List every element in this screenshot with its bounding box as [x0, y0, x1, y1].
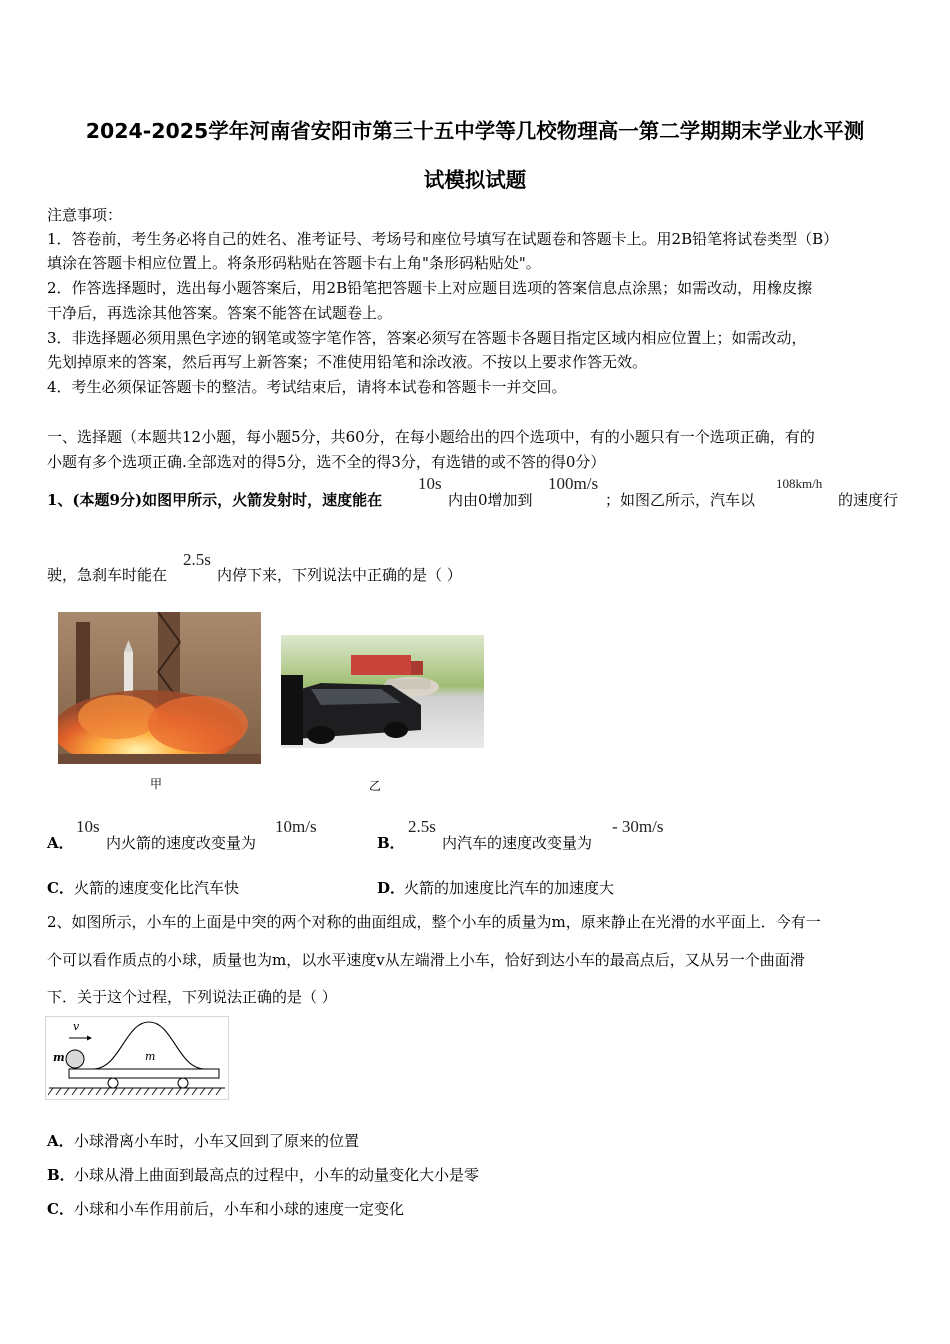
page-title-line-1: 2024-2025学年河南省安阳市第三十五中学等几校物理高一第二学期期末学业水平测: [85, 119, 865, 143]
q2-text-line-2: 个可以看作质点的小球，质量也为m，以水平速度v从左端滑上小车，恰好到达小车的最高点后，又从另一个曲面滑: [47, 951, 805, 969]
rocket-launch-image: [58, 612, 261, 764]
fig-cart-mass-label: m: [145, 1050, 156, 1063]
q1-text-line2a: 驶，急刹车时能在: [47, 566, 168, 584]
q2-option-a-label: A．: [47, 1132, 74, 1150]
notice-line: 2．作答选择题时，选出每小题答案后，用2B铅笔把答题卡上对应题目选项的答案信息点涂黑；如需改动，用橡皮擦: [47, 279, 813, 297]
fig-velocity-label: v: [73, 1020, 80, 1033]
car-braking-image: [281, 635, 484, 748]
q1-text-mid2: ；如图乙所示，汽车以: [605, 491, 756, 509]
q1-option-b-label: B．: [377, 834, 405, 852]
q1-option-b-math1: 2.5s: [408, 817, 436, 836]
cart-ball-diagram: [45, 1016, 229, 1100]
page-title-line-2: 试模拟试题: [423, 168, 527, 192]
q1-option-c-text: 火箭的速度变化比汽车快: [74, 879, 240, 897]
notice-line: 4．考生必须保证答题卡的整洁。考试结束后，请将本试卷和答题卡一并交回。: [47, 378, 567, 396]
notice-line: 3．非选择题必须用黑色字迹的钢笔或签字笔作答，答案必须写在答题卡各题目指定区域内相应位置上；如需改动，: [47, 329, 807, 347]
notice-heading: 注意事项：: [47, 206, 123, 224]
q2-option-b-text: 小球从滑上曲面到最高点的过程中，小车的动量变化大小是零: [74, 1166, 480, 1184]
q1-option-a-text: 内火箭的速度改变量为: [106, 834, 257, 852]
q1-option-c-label: C．: [47, 879, 74, 897]
q1-option-a-math2: 10m/s: [275, 817, 317, 836]
q1-option-b-text: 内汽车的速度改变量为: [442, 834, 593, 852]
q1-option-d-label: D．: [377, 879, 406, 897]
q1-math-speed: 100m/s: [548, 474, 599, 493]
section-heading-line-1: 一、选择题（本题共12小题，每小题5分，共60分，在每小题给出的四个选项中，有的小题只有一个选项正确，有的: [47, 428, 815, 446]
q1-math-car-speed: 108km/h: [776, 476, 823, 491]
q1-text-line2b: 内停下来，下列说法中正确的是（ ）: [217, 566, 462, 584]
q1-math-brake-time: 2.5s: [183, 550, 211, 569]
caption-yi: 乙: [369, 779, 382, 793]
q2-option-b-label: B．: [47, 1166, 75, 1184]
notice-line: 1．答卷前，考生务必将自己的姓名、准考证号、考场号和座位号填写在试题卷和答题卡上。用2B铅笔将试卷类型（B）: [47, 230, 839, 248]
notice-line: 干净后，再选涂其他答案。答案不能答在试题卷上。: [47, 304, 393, 322]
section-heading-line-2: 小题有多个选项正确.全部选对的得5分，选不全的得3分，有选错的或不答的得0分）: [47, 453, 606, 471]
q1-text-prefix: 1、(本题9分)如图甲所示，火箭发射时，速度能在: [47, 491, 383, 509]
q2-option-a-text: 小球滑离小车时，小车又回到了原来的位置: [74, 1132, 360, 1150]
q1-option-a-math1: 10s: [76, 817, 100, 836]
caption-jia: 甲: [150, 777, 163, 791]
q1-option-a-label: A．: [47, 834, 74, 852]
q1-text-mid: 内由0增加到: [448, 491, 533, 509]
notice-line: 填涂在答题卡相应位置上。将条形码粘贴在答题卡右上角"条形码粘贴处"。: [47, 254, 541, 272]
q1-math-time: 10s: [418, 474, 442, 493]
q2-text-line-3: 下．关于这个过程，下列说法正确的是（ ）: [47, 988, 337, 1006]
q2-option-c-text: 小球和小车作用前后，小车和小球的速度一定变化: [74, 1200, 405, 1218]
q1-text-end: 的速度行: [838, 491, 899, 509]
notice-line: 先划掉原来的答案，然后再写上新答案；不准使用铅笔和涂改液。不按以上要求作答无效。: [47, 353, 648, 371]
fig-ball-mass-label: m: [53, 1051, 65, 1064]
q1-option-b-math2: - 30m/s: [612, 817, 664, 836]
q1-option-d-text: 火箭的加速度比汽车的加速度大: [404, 879, 615, 897]
q2-option-c-label: C．: [47, 1200, 74, 1218]
q2-text-line-1: 2、如图所示，小车的上面是中突的两个对称的曲面组成，整个小车的质量为m，原来静止在光滑的水平面上．今有一: [47, 913, 821, 931]
